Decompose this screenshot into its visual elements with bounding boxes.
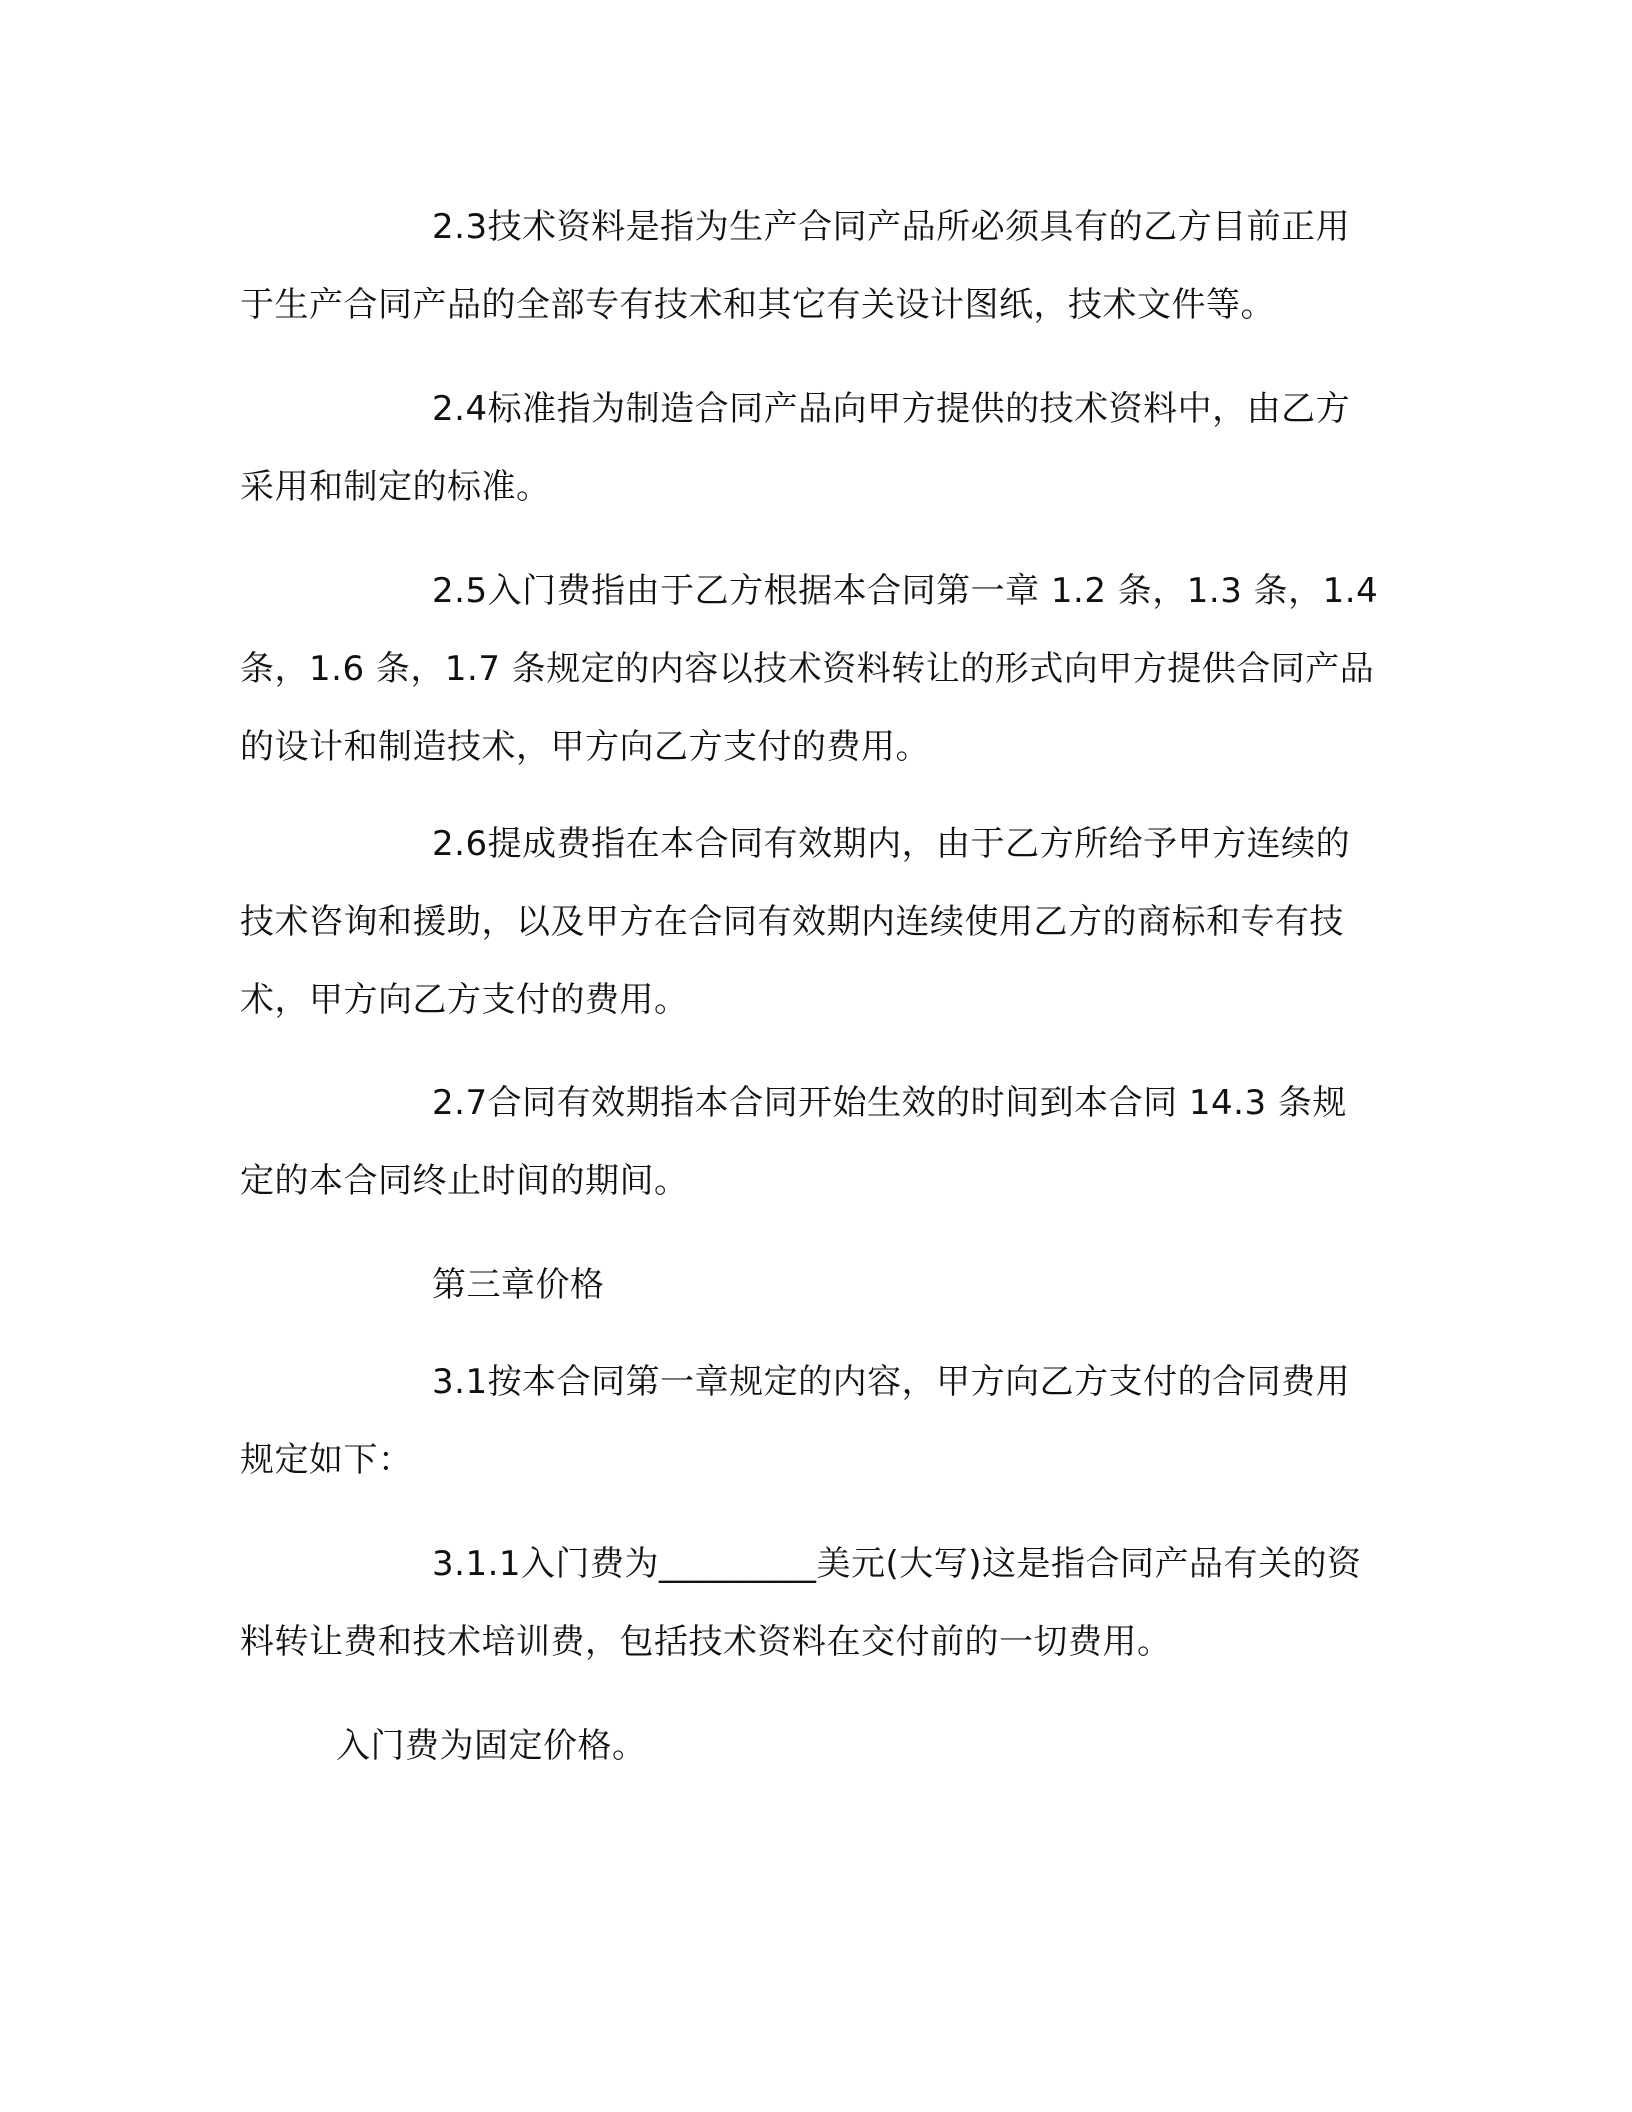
clause-text: 标准指为制造合同产品向甲方提供的技术资料中，由乙方采用和制定的标准。 xyxy=(240,389,1351,507)
clause-text: 入门费为_________美元(大写)这是指合同产品有关的资料转让费和技术培训费，包括技术资料在交付前的一切费用。 xyxy=(240,1544,1362,1662)
clause-text: 技术资料是指为生产合同产品所必须具有的乙方目前正用于生产合同产品的全部专有技术和其它有关设计图纸，技术文件等。 xyxy=(240,207,1351,325)
clause-number: 3.1.1 xyxy=(432,1544,522,1584)
paragraph-fixed-price xyxy=(240,1707,1380,1785)
paragraph-2-4 xyxy=(240,370,1380,526)
paragraph-2-5 xyxy=(240,552,1380,786)
clause-text: 入门费为固定价格。 xyxy=(336,1726,647,1766)
clause-number: 2.4 xyxy=(432,389,488,429)
clause-text: 按本合同第一章规定的内容，甲方向乙方支付的合同费用规定如下： xyxy=(240,1362,1351,1480)
chapter-3-heading xyxy=(240,1246,1380,1324)
paragraph-3-1-1 xyxy=(240,1525,1380,1681)
paragraph-2-7 xyxy=(240,1064,1380,1220)
paragraph-2-3 xyxy=(240,188,1380,344)
chapter-number: 第三章 xyxy=(432,1265,536,1305)
chapter-title: 价格 xyxy=(535,1265,605,1305)
paragraph-2-6 xyxy=(240,805,1380,1039)
clause-text: 入门费指由于乙方根据本合同第一章 1.2 条，1.3 条，1.4 条，1.6 条，1.7 条规定的内容以技术资料转让的形式向甲方提供合同产品的设计和制造技术，甲方向乙方支付的费用。 xyxy=(240,571,1379,767)
clause-number: 2.5 xyxy=(432,571,488,611)
clause-text: 提成费指在本合同有效期内，由于乙方所给予甲方连续的技术咨询和援助，以及甲方在合同有效期内连续使用乙方的商标和专有技术，甲方向乙方支付的费用。 xyxy=(240,824,1351,1020)
paragraph-3-1 xyxy=(240,1343,1380,1499)
clause-number: 2.3 xyxy=(432,207,488,247)
clause-number: 3.1 xyxy=(432,1362,488,1402)
clause-text: 合同有效期指本合同开始生效的时间到本合同 14.3 条规定的本合同终止时间的期间。 xyxy=(240,1083,1347,1201)
clause-number: 2.6 xyxy=(432,824,488,864)
clause-number: 2.7 xyxy=(432,1083,488,1123)
